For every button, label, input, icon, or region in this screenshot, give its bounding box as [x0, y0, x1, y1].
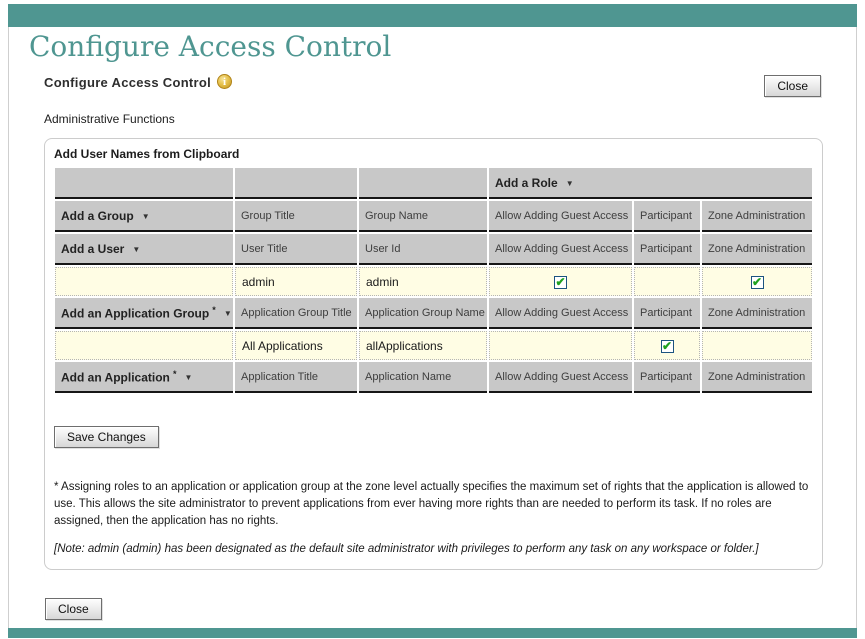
- access-control-table: [53, 166, 814, 395]
- page-container: [8, 27, 857, 630]
- user-id-col-header: User Id: [359, 234, 487, 265]
- app-group-data-row: [55, 331, 812, 360]
- close-button-top[interactable]: Close: [764, 75, 821, 97]
- chevron-down-icon: ▼: [184, 373, 193, 383]
- participant-cell: [634, 331, 700, 360]
- administrative-functions-label: Administrative Functions: [44, 112, 175, 126]
- app-header-row: [55, 362, 812, 393]
- chevron-down-icon: ▼: [223, 309, 232, 319]
- zone-admin-cell: [702, 267, 812, 296]
- allow-guest-col-header: Allow Adding Guest Access: [489, 201, 632, 232]
- zone-admin-cell: [702, 331, 812, 360]
- footnote-asterisk: *: [172, 368, 177, 379]
- chevron-down-icon: ▼: [132, 244, 141, 254]
- empty-cell: [55, 267, 233, 296]
- add-application-menu[interactable]: [55, 362, 233, 393]
- info-icon[interactable]: i: [217, 74, 232, 89]
- participant-col-header: Participant: [634, 298, 700, 329]
- allow-guest-col-header: Allow Adding Guest Access: [489, 362, 632, 393]
- footnote-text: * Assigning roles to an application or application group at the zone level actually specifies the maximum set of rights that the application is allowed to use. This allows the site administrator to prevent applications from ever having more rights than are needed to perform its task. If no roles are assigned, then the application has no rights.: [54, 481, 809, 527]
- footnote-asterisk: *: [212, 304, 216, 315]
- add-user-label: Add a User: [61, 241, 125, 256]
- add-role-menu[interactable]: [489, 168, 812, 199]
- top-teal-rule: [8, 4, 857, 27]
- participant-col-header: Participant: [634, 201, 700, 232]
- user-title-cell: admin: [235, 267, 357, 296]
- app-group-name-col-header: Application Group Name: [359, 298, 487, 329]
- zone-admin-checkbox[interactable]: ✔: [751, 274, 763, 289]
- user-data-row: [55, 267, 812, 296]
- add-group-label: Add a Group: [61, 208, 134, 223]
- app-group-title-cell: All Applications: [235, 331, 357, 360]
- close-button-bottom[interactable]: Close: [45, 598, 102, 620]
- app-title-col-header: Application Title: [235, 362, 357, 393]
- zone-admin-col-header: Zone Administration: [702, 298, 812, 329]
- app-group-header-row: [55, 298, 812, 329]
- participant-col-header: Participant: [634, 362, 700, 393]
- add-application-label: Add an Application: [61, 370, 170, 385]
- add-role-header-row: [55, 168, 812, 199]
- allow-guest-col-header: Allow Adding Guest Access: [489, 298, 632, 329]
- allow-guest-cell: [489, 267, 632, 296]
- app-group-title-col-header: Application Group Title: [235, 298, 357, 329]
- allow-guest-cell: [489, 331, 632, 360]
- allow-guest-col-header: Allow Adding Guest Access: [489, 234, 632, 265]
- bottom-teal-rule: [8, 628, 857, 638]
- add-application-group-menu[interactable]: [55, 298, 233, 329]
- group-header-row: [55, 201, 812, 232]
- blank-header-cell: [55, 168, 233, 199]
- blank-header-cell: [235, 168, 357, 199]
- user-header-row: [55, 234, 812, 265]
- zone-admin-col-header: Zone Administration: [702, 234, 812, 265]
- user-id-cell: admin: [359, 267, 487, 296]
- user-title-col-header: User Title: [235, 234, 357, 265]
- add-group-menu[interactable]: [55, 201, 233, 232]
- zone-admin-col-header: Zone Administration: [702, 362, 812, 393]
- page-title: Configure Access Control: [29, 30, 392, 63]
- chevron-down-icon: ▼: [565, 178, 574, 188]
- zone-admin-col-header: Zone Administration: [702, 201, 812, 232]
- participant-checkbox[interactable]: ✔: [661, 338, 673, 353]
- group-title-col-header: Group Title: [235, 201, 357, 232]
- empty-cell: [55, 331, 233, 360]
- blank-header-cell: [359, 168, 487, 199]
- add-user-names-from-clipboard-action[interactable]: Add User Names from Clipboard: [54, 147, 240, 161]
- group-name-col-header: Group Name: [359, 201, 487, 232]
- app-name-col-header: Application Name: [359, 362, 487, 393]
- app-group-name-cell: allApplications: [359, 331, 487, 360]
- admin-note-text: [Note: admin (admin) has been designated as the default site administrator with privileges to perform any task on any workspace or folder.]: [54, 543, 759, 555]
- chevron-down-icon: ▼: [141, 211, 150, 221]
- add-role-label: Add a Role: [495, 175, 558, 190]
- section-title: Configure Access Control: [44, 75, 212, 90]
- add-user-menu[interactable]: [55, 234, 233, 265]
- allow-guest-checkbox[interactable]: ✔: [555, 274, 566, 289]
- save-changes-button[interactable]: Save Changes: [54, 426, 159, 448]
- participant-cell: [634, 267, 700, 296]
- add-application-group-label: Add an Application Group: [61, 306, 210, 321]
- participant-col-header: Participant: [634, 234, 700, 265]
- access-control-panel: [44, 138, 823, 570]
- section-header: [44, 75, 821, 97]
